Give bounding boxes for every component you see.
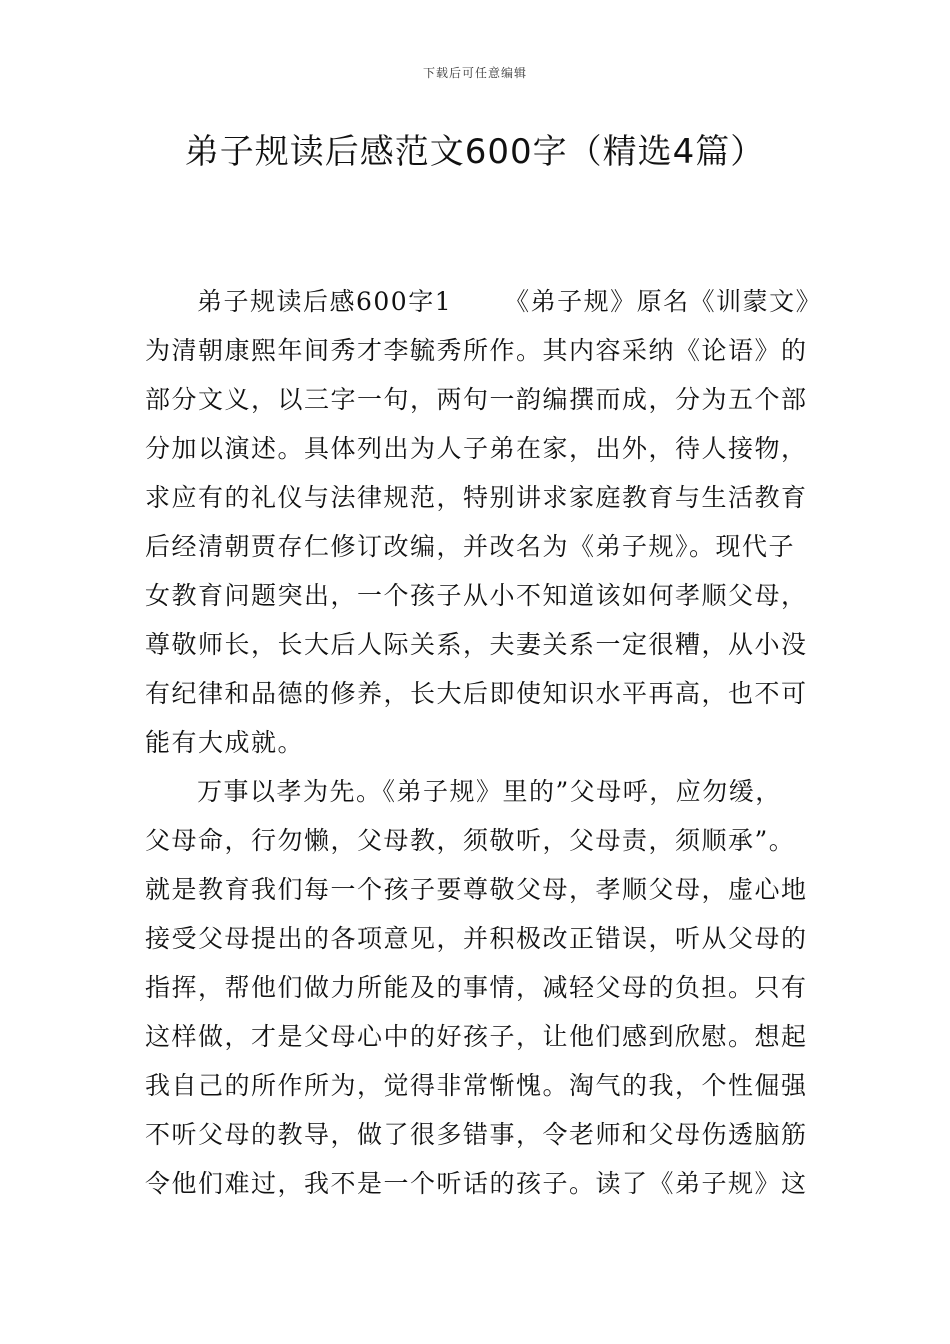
paragraph-line: 求应有的礼仪与法律规范，特别讲求家庭教育与生活教育 — [145, 483, 808, 512]
header-note: 下载后可任意编辑 — [422, 66, 527, 80]
paragraph-line: 后经清朝贾存仁修订改编，并改名为《弟子规》。现代子 — [145, 532, 796, 561]
paragraph-line: 为清朝康熙年间秀才李毓秀所作。其内容采纳《论语》的 — [145, 336, 808, 365]
paragraph-line: 父母命，行勿懒，父母教，须敬听，父母责，须顺承”。 — [145, 826, 796, 855]
paragraph-line: 不听父母的教导，做了很多错事，令老师和父母伤透脑筋 — [145, 1120, 808, 1149]
paragraph-line: 指挥，帮他们做力所能及的事情，减轻父母的负担。只有 — [145, 973, 808, 1002]
paragraph-line: 尊敬师长，长大后人际关系，夫妻关系一定很糟，从小没 — [145, 630, 808, 659]
paragraph-line: 就是教育我们每一个孩子要尊敬父母，孝顺父母，虚心地 — [145, 875, 808, 904]
paragraph-line: 我自己的所作所为，觉得非常惭愧。淘气的我，个性倔强 — [145, 1071, 808, 1100]
paragraph-line: 能有大成就。 — [145, 728, 305, 757]
document-body — [145, 277, 823, 1208]
paragraph-line: 部分文义，以三字一句，两句一韵编撰而成，分为五个部 — [145, 385, 808, 414]
paragraph-line: 女教育问题突出，一个孩子从小不知道该如何孝顺父母， — [145, 581, 808, 610]
paragraph-line: 分加以演述。具体列出为人子弟在家，出外，待人接物， — [145, 434, 808, 463]
paragraph-line: 接受父母提出的各项意见，并积极改正错误，听从父母的 — [145, 924, 808, 953]
line-text: 《弟子规》原名《训蒙文》 — [504, 287, 823, 316]
essay-label: 弟子规读后感600字1 — [197, 287, 453, 316]
paragraph-line: 万事以孝为先。《弟子规》里的”父母呼，应勿缓， — [197, 777, 782, 806]
paragraph-line: 令他们难过，我不是一个听话的孩子。读了《弟子规》这 — [145, 1169, 808, 1198]
paragraph-line: 这样做，才是父母心中的好孩子，让他们感到欣慰。想起 — [145, 1022, 808, 1051]
paragraph-line: 有纪律和品德的修养，长大后即使知识水平再高，也不可 — [145, 679, 808, 708]
document-title: 弟子规读后感范文600字（精选4篇） — [184, 132, 766, 172]
paragraph-line — [145, 277, 823, 326]
